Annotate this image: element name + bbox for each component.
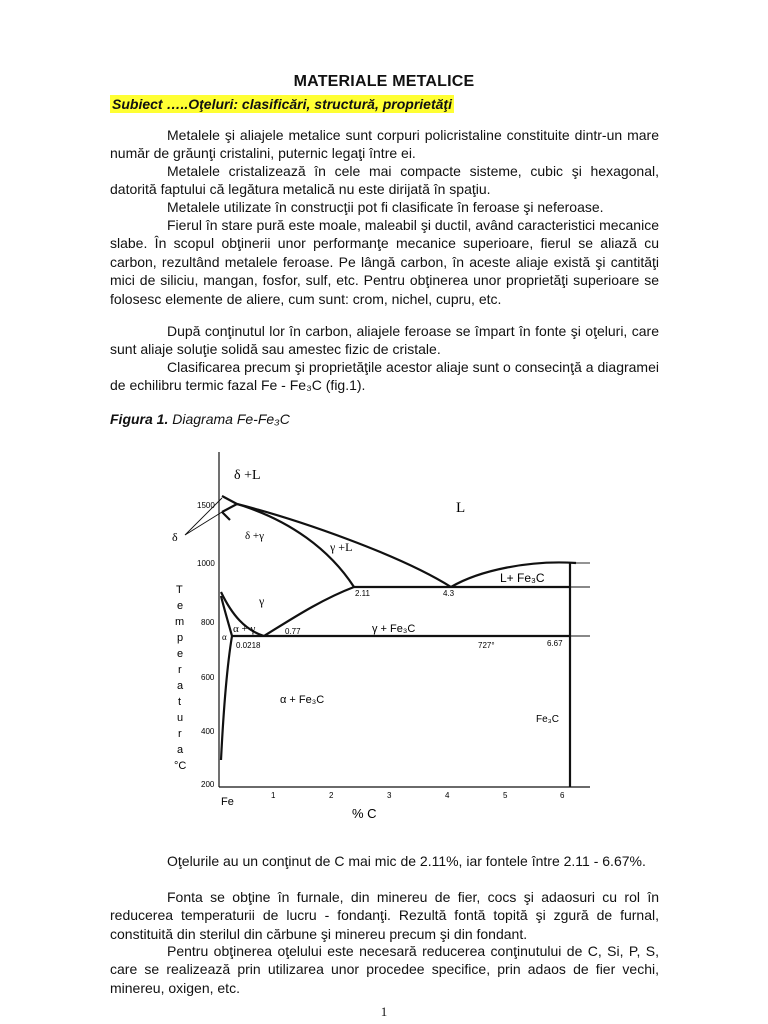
region-alpha: α [222, 632, 227, 642]
y-label-letter: a [177, 744, 184, 756]
x-tick-label: 5 [503, 791, 508, 800]
y-tick-label: 800 [201, 618, 215, 627]
region-delta-gamma: δ +γ [245, 530, 264, 542]
y-tick-label: 1000 [197, 559, 215, 568]
y-label-letter: e [177, 648, 184, 660]
x-tick-label: 4 [445, 791, 450, 800]
y-tick-label: 200 [201, 780, 215, 789]
y-label-letter: e [177, 600, 184, 612]
paragraph: Metalele şi aliajele metalice sunt corpuri policristaline constituite dintr-un mare număr de grăunţi cristalini, puternic legaţi între ei. [110, 127, 659, 162]
paragraph: Fonta se obţine în furnale, din minereu de fier, cocs şi adaosuri cu rol în reducerea temperaturii de lucru - fondanţi. Rezultă fontă topită şi zgură de furnal, constituită din sterilul din cărbune şi minereu precum şi din fondant. [110, 889, 659, 942]
y-label-letter: p [177, 632, 184, 644]
y-label-letter: m [175, 616, 185, 628]
x-tick-label: 6 [560, 791, 565, 800]
x-tick-label: 2 [329, 791, 334, 800]
point-label-0.0218: 0.0218 [236, 641, 261, 650]
delta-lines [222, 504, 237, 520]
point-label-0.77: 0.77 [285, 627, 301, 636]
region-gamma-Fe3C: γ + Fe₃C [372, 623, 416, 635]
y-label-letter: T [176, 584, 183, 596]
page-number: 1 [380, 1004, 388, 1019]
x-origin-label: Fe [221, 796, 234, 808]
region-L-Fe3C: L+ Fe₃C [500, 571, 545, 585]
thin-lines [185, 498, 590, 636]
y-axis-label [174, 584, 186, 772]
solvus-alpha [221, 636, 232, 760]
figure-label: Figura 1. [110, 411, 169, 427]
region-delta: δ [172, 530, 178, 544]
region-alpha-gamma: α + γ [233, 623, 256, 635]
paragraph: Clasificarea precum şi proprietăţile acestor aliaje sunt o consecinţă a diagramei de echilibru termic fazal Fe - Fe₃C (fig.1). [110, 359, 659, 394]
y-tick-label: 600 [201, 673, 215, 682]
acm-line [264, 587, 354, 636]
y-label-letter: t [178, 696, 182, 708]
paragraph: Oţelurile au un conţinut de C mai mic de 2.11%, iar fontele între 2.11 - 6.67%. [167, 853, 646, 869]
point-label-4.3: 4.3 [443, 589, 455, 598]
phase-lines [221, 496, 576, 787]
region-gamma-L: γ +L [330, 540, 353, 554]
paragraph: După conţinutul lor în carbon, aliajele feroase se împart în fonte şi oţeluri, care sunt aliaje soluţie solidă sau amestec fizic de cristale. [110, 323, 659, 358]
y-tick-label: 400 [201, 727, 215, 736]
point-label-6.67: 6.67 [547, 639, 563, 648]
x-tick-label: 1 [271, 791, 276, 800]
y-label-letter: r [178, 728, 182, 740]
paragraph: Metalele cristalizează în cele mai compacte sisteme, cubic şi hexagonal, datorită faptului că legătura metalică nu este dirijată în spaţiu. [110, 163, 659, 198]
page-title: MATERIALE METALICE [293, 73, 475, 90]
y-label-letter: u [177, 712, 184, 724]
region-gamma: γ [259, 594, 265, 608]
point-label-727: 727° [478, 641, 495, 650]
point-label-2.11: 2.11 [355, 589, 370, 598]
region-L: L [456, 500, 466, 516]
y-label-letter: a [177, 680, 184, 692]
y-label-letter: °C [174, 760, 187, 772]
paragraph: Metalele utilizate în construcţii pot fi clasificate în feroase şi neferoase. [167, 199, 604, 215]
x-tick-label: 3 [387, 791, 392, 800]
figure-caption-text: Diagrama Fe-Fe₃C [168, 411, 290, 427]
x-axis-label: % C [352, 806, 377, 821]
y-tick-label: 1500 [197, 501, 215, 510]
subject-line: Subiect …..Oţeluri: clasificări, structură, proprietăţi [112, 96, 452, 112]
region-delta-L: δ +L [234, 468, 261, 483]
region-Fe3C: Fe₃C [536, 714, 559, 725]
liquidus-left [222, 496, 237, 504]
paragraph: Fierul în stare pură este moale, maleabil şi ductil, având caracteristici mecanice slabe. În scopul obţinerii unor performanţe mecanice superioare, fierul se aliază cu carbon, rezultând metalele feroase. Pe lângă carbon, în aceste aliaje există şi cantităţi mici de siliciu, mangan, fosfor, sulf, etc. Pentru obţinerea unor proprietăţi superioare se folosesc elemente de aliere, cum sunt: crom, nichel, cupru, etc. [110, 217, 659, 307]
region-alpha-Fe3C: α + Fe₃C [280, 694, 325, 706]
paragraph: Pentru obţinerea oţelului este necesară reducerea conţinutului de C, Si, P, S, care se realizează prin utilizarea unor procedee specifice, prin adaos de fier vechi, minereu, oxigen, etc. [110, 943, 659, 996]
y-label-letter: r [178, 664, 182, 676]
